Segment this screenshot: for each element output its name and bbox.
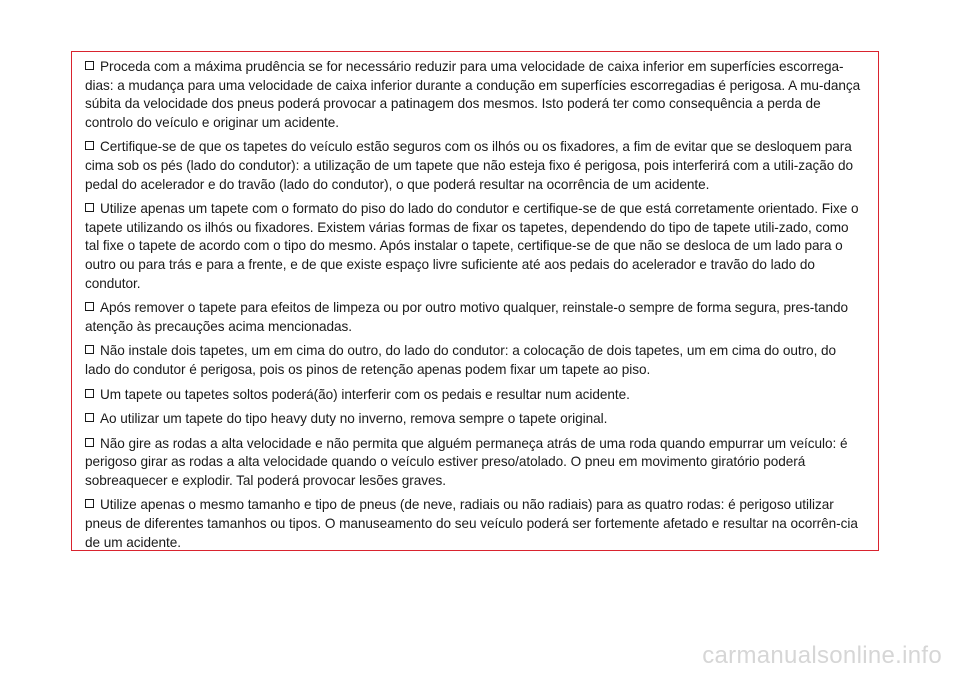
checkbox-bullet-icon xyxy=(85,499,94,508)
checkbox-bullet-icon xyxy=(85,389,94,398)
watermark: carmanualsonline.info xyxy=(702,642,942,669)
warning-paragraph-5 xyxy=(85,342,864,379)
warning-paragraph-4 xyxy=(85,299,864,336)
warning-paragraph-9 xyxy=(85,496,864,552)
paragraph-text: Certifique-se de que os tapetes do veículo estão seguros com os ilhós ou os fixadores, a fim de evitar que se desloquem para cima sob os pés (lado do condutor): a utilização de um tapete que não esteja fixo é perigosa, pois interferirá com a utili-zação do pedal do acelerador e do travão (lado do condutor), o que poderá resultar na ocorrência de um acidente. xyxy=(85,139,853,192)
paragraph-text: Após remover o tapete para efeitos de limpeza ou por outro motivo qualquer, reinstale-o sempre de forma segura, pres-tando atenção às precauções acima mencionadas. xyxy=(85,300,849,334)
warning-box xyxy=(71,51,879,551)
paragraph-text: Proceda com a máxima prudência se for necessário reduzir para uma velocidade de caixa inferior em superfícies escorrega-dias: a mudança para uma velocidade de caixa inferior durante a condução em superfícies escorregadias é perigosa. A mu-dança súbita da velocidade dos pneus poderá provocar a patinagem dos mesmos. Isto poderá ter como consequência a perda de controlo do veículo e originar um acidente. xyxy=(85,59,861,130)
paragraph-text: Ao utilizar um tapete do tipo heavy duty no inverno, remova sempre o tapete original. xyxy=(100,411,608,427)
warning-paragraph-8 xyxy=(85,435,864,491)
paragraph-text: Utilize apenas um tapete com o formato do piso do lado do condutor e certifique-se de que está corretamente orientado. Fixe o tapete utilizando os ilhós ou fixadores. Existem várias formas de fixar os tapetes, dependendo do tipo de tapete utili-zado, como tal fixe o tapete de acordo com o tipo do mesmo. Após instalar o tapete, certifique-se de que não se desloca de um lado para o outro ou para trás e para a frente, e de que existe espaço livre suficiente até aos pedais do acelerador e travão do lado do condutor. xyxy=(85,201,859,291)
checkbox-bullet-icon xyxy=(85,203,94,212)
warning-paragraph-6 xyxy=(85,386,864,405)
checkbox-bullet-icon xyxy=(85,141,94,150)
checkbox-bullet-icon xyxy=(85,345,94,354)
paragraph-text: Não gire as rodas a alta velocidade e não permita que alguém permaneça atrás de uma roda quando empurrar um veículo: é perigoso girar as rodas a alta velocidade quando o veículo estiver preso/atolado. O pneu em movimento giratório poderá sobreaquecer e explodir. Tal poderá provocar lesões graves. xyxy=(85,435,848,488)
warning-paragraph-7 xyxy=(85,410,864,429)
paragraph-text: Não instale dois tapetes, um em cima do outro, do lado do condutor: a colocação de dois tapetes, um em cima do outro, do lado do condutor é perigosa, pois os pinos de retenção apenas podem fixar um tapete ao piso. xyxy=(85,343,837,377)
warning-paragraph-1 xyxy=(85,58,864,132)
paragraph-text: Utilize apenas o mesmo tamanho e tipo de pneus (de neve, radiais ou não radiais) para as quatro rodas: é perigoso utilizar pneus de diferentes tamanhos ou tipos. O manuseamento do seu veículo poderá ser fortemente afetado e resultar na ocorrên-cia de um acidente. xyxy=(85,497,858,550)
warning-paragraph-3 xyxy=(85,200,864,293)
checkbox-bullet-icon xyxy=(85,61,94,70)
checkbox-bullet-icon xyxy=(85,438,94,447)
warning-paragraph-2 xyxy=(85,138,864,194)
checkbox-bullet-icon xyxy=(85,413,94,422)
paragraph-text: Um tapete ou tapetes soltos poderá(ão) interferir com os pedais e resultar num acidente. xyxy=(100,386,630,402)
checkbox-bullet-icon xyxy=(85,302,94,311)
